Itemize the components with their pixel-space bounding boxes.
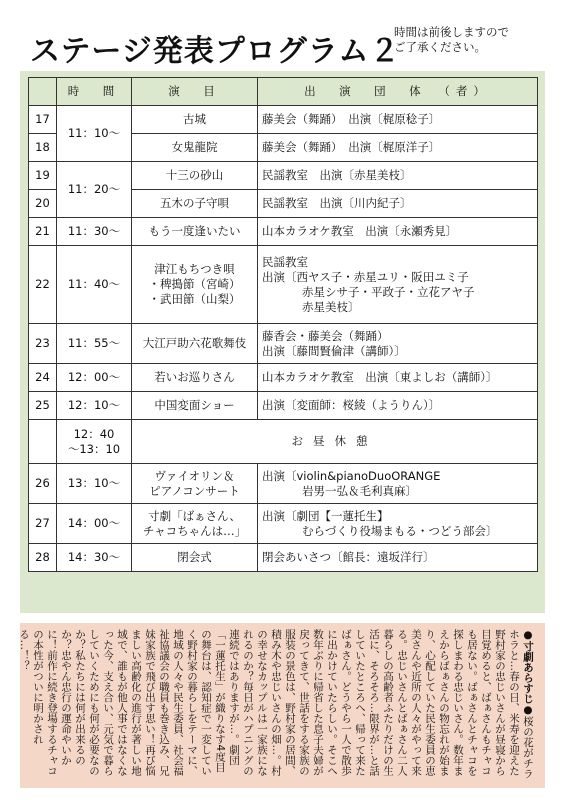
performer-line: 出演〔violin&pianoDuoORANGE [262,468,441,483]
performer-line: 出演〔藤間賢倫津（講師）〕 [262,343,406,358]
synopsis-text [18,629,535,782]
header-program: 演 目 [132,78,258,106]
lunch-time-end: 〜13：10 [67,441,121,456]
row-time: 11：10〜 [57,106,132,162]
row-number: 18 [29,134,57,162]
row-number: 22 [29,246,57,324]
row-performer: 民謡教室 出演〔赤星美枝〕 [258,162,538,190]
row-program: 若いお巡りさん [132,364,258,392]
row-program: 五木の子守唄 [132,190,258,218]
program-table [28,77,538,572]
row-program: 古城 [132,106,258,134]
row-number: 20 [29,190,57,218]
row-number: 27 [29,504,57,544]
table-row [29,504,538,544]
row-number: 26 [29,464,57,504]
table-row [29,246,538,324]
time-notice-line1: 時間は前後しますので [394,25,509,39]
lunch-row [29,420,538,464]
row-time: 12：00〜 [57,364,132,392]
lunch-break-label: お昼休憩 [132,420,538,464]
performer-line: 岩男一弘＆毛利真麻〕 [302,483,417,498]
row-number: 17 [29,106,57,134]
row-performer [258,246,538,324]
performer-line: むらづくり役場まもる・つどう部会〕 [302,523,498,538]
row-number: 23 [29,324,57,364]
row-number: 24 [29,364,57,392]
performer-line: 出演〔劇団【一蓮托生】 [262,508,389,523]
table-row [29,464,538,504]
table-row [29,364,538,392]
row-program [132,504,258,544]
row-time [57,420,132,464]
table-row [29,544,538,572]
row-performer [258,464,538,504]
row-program: 中国変面ショー [132,392,258,420]
table-header-row [29,78,538,106]
row-time: 14：30〜 [57,544,132,572]
row-time: 11：30〜 [57,218,132,246]
row-time: 14：00〜 [57,504,132,544]
row-time: 11：20〜 [57,162,132,218]
page-title: ステージ発表プログラム２ [30,34,401,69]
row-performer [258,504,538,544]
table-row [29,392,538,420]
program-table-panel [20,71,545,613]
row-performer: 民謡教室 出演〔川内紀子〕 [258,190,538,218]
synopsis-title: ●寸劇あらすじ● [522,629,534,716]
synopsis-body: 桜の花がチラホラと…春の日、米寿を迎えた野村家の忠じいさんが昼寝から目覚めると、ばぁさんもチャコも居ない。ばぁさんとチャコを探しまわる忠じいさん。数年まえからばぁさんの物忘れが始まり、心配していた民生委員の恵美さんや近所の人々がやって来る。忠じいさんとばぁさん二人暮らしの高齢者ふたりだけの生活に、そろそろ…限界が…と話していたところへ、帰って来たばぁさん。どうやら一人で散歩に出かけていたらしい。そこへ数年ぶりに帰省した息子夫婦が戻ってきて、世話をする家族の服装の景色は、野村家の居間、積み木や忠じいさんの畑…。村の幸せなカップルは一家族になれるのか？毎日がハプニングの連続ではありますが…。劇団「一蓮托生」が織りなす4度目の舞台は、認知症で一変していく野村家の暮らしをテーマに、地域の人々や民生委員、社会福祉協議会の職員も巻き込み、兄妹家族で飛び出す思い！再び悩ましい高齢化の進行が著しい地域で、誰もが他人事ではなくなった今、支え合い、元気で暮らしていくためにも何が必要なのか？私たちには何が出来るのか？忠やん忠行の運命やいかに！前作に続き登場するチャコの本性がついに明かされる…！？ [18,629,534,779]
table-row [29,324,538,364]
time-notice [394,25,509,55]
header-time: 時 間 [57,78,132,106]
row-program [132,246,258,324]
row-time: 12：10〜 [57,392,132,420]
row-time: 11：55〜 [57,324,132,364]
table-row [29,218,538,246]
program-line: 寸劇「ばぁさん、 [148,508,241,523]
performer-line: 民謡教室 [262,254,308,269]
time-notice-line2: ご了承ください。 [394,40,486,54]
row-program: 大江戸助六花歌舞伎 [132,324,258,364]
row-performer [258,324,538,364]
performer-line: 藤香会・藤美会（舞踊） [262,328,389,343]
row-number [29,420,57,464]
row-program: 女鬼龍院 [132,134,258,162]
header-no [29,78,57,106]
program-line: ・稗搗節（宮崎） [148,277,241,291]
skit-synopsis-box [20,623,545,788]
program-line: チャコちゃんは…」 [142,523,247,538]
performer-line: 赤星美枝〕 [302,299,360,314]
row-performer: 閉会あいさつ〔館長：遠坂洋行〕 [258,544,538,572]
program-line: ピアノコンサート [149,483,240,498]
program-line: ヴァイオリン＆ [154,468,235,483]
row-number: 21 [29,218,57,246]
table-row [29,162,538,190]
row-number: 28 [29,544,57,572]
program-line: ・武田節（山梨） [148,292,241,306]
table-row [29,106,538,134]
row-number: 25 [29,392,57,420]
row-performer: 出演〔変面師：桜綾（ようりん）〕 [258,392,538,420]
row-program: 十三の砂山 [132,162,258,190]
row-program [132,464,258,504]
row-performer: 藤美会（舞踊） 出演〔梶原稔子〕 [258,106,538,134]
row-program: もう一度逢いたい [132,218,258,246]
program-line: 津江もちつき唄 [154,262,235,276]
row-performer: 山本カラオケ教室 出演〔永瀬秀見〕 [258,218,538,246]
row-number: 19 [29,162,57,190]
row-performer: 藤美会（舞踊） 出演〔梶原洋子〕 [258,134,538,162]
row-time: 13：10〜 [57,464,132,504]
row-time: 11：40〜 [57,246,132,324]
row-performer: 山本カラオケ教室 出演〔東よしお（講師）〕 [258,364,538,392]
header-performer: 出 演 団 体 （者） [258,78,538,106]
row-program: 閉会式 [132,544,258,572]
lunch-time-start: 12：40 [73,426,115,441]
performer-line: 出演〔西ヤス子・赤星ユリ・阪田ユミ子 [262,269,469,284]
performer-line: 赤星シサ子・平政子・立花アヤ子 [302,284,475,299]
